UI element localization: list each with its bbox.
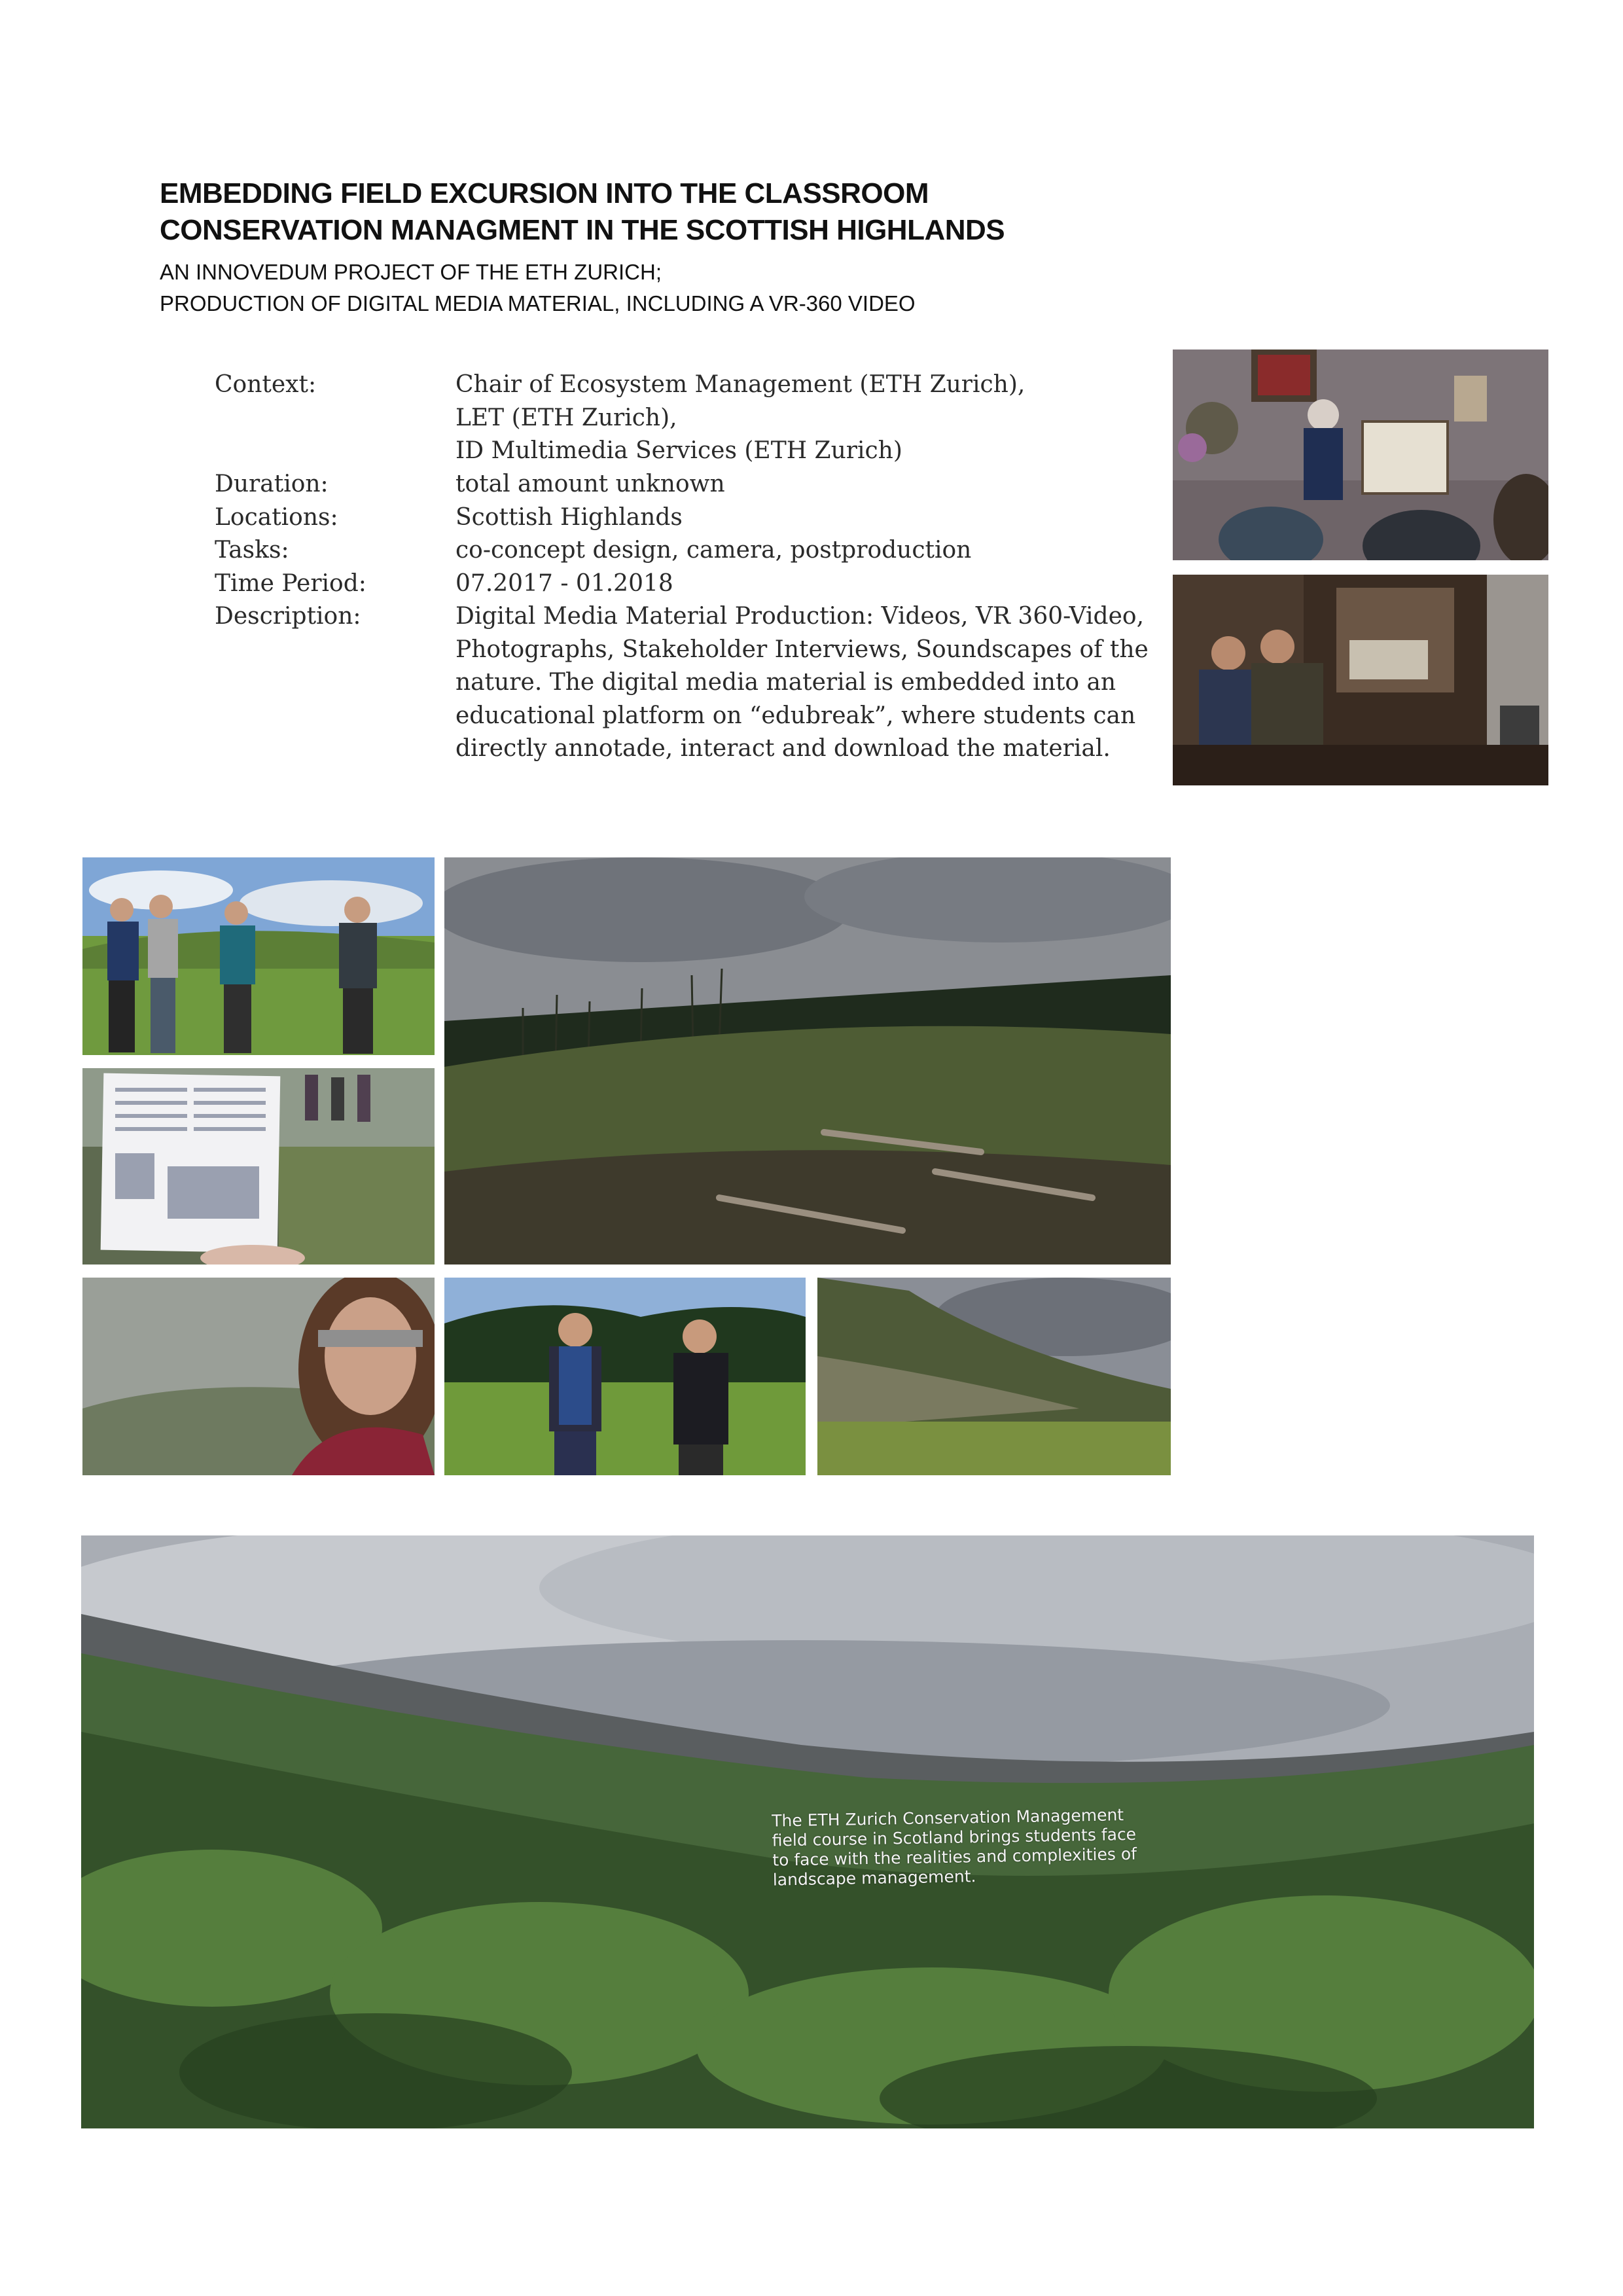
vr-overlay-caption bbox=[772, 1804, 1192, 1890]
description-line: Digital Media Material Production: Videos, VR 360-Video, bbox=[455, 603, 1145, 630]
duration-value: total amount unknown bbox=[455, 471, 725, 497]
vr-overlay-line: The ETH Zurich Conservation Management bbox=[772, 1805, 1124, 1831]
tasks-value: co-concept design, camera, postproduction bbox=[455, 537, 972, 564]
detail-context bbox=[215, 368, 1131, 473]
description-line: educational platform on “edubreak”, where students can bbox=[455, 702, 1136, 729]
description-line: Photographs, Stakeholder Interviews, Soundscapes of the bbox=[455, 636, 1149, 663]
context-label: Context: bbox=[215, 371, 317, 398]
period-value: 07.2017 - 01.2018 bbox=[455, 570, 673, 597]
context-value bbox=[455, 368, 1130, 468]
subtitle-line-1: AN INNOVEDUM PROJECT OF THE ETH ZURICH; bbox=[160, 260, 662, 284]
photo-field-conversation bbox=[444, 1278, 806, 1475]
photo-clearcut-forest bbox=[444, 857, 1171, 1265]
photo-field-sheet bbox=[82, 1068, 435, 1265]
photo-students-field bbox=[82, 857, 435, 1055]
description-line: directly annotade, interact and download the material. bbox=[455, 735, 1111, 762]
locations-label: Locations: bbox=[215, 504, 338, 531]
subtitle-line-2: PRODUCTION OF DIGITAL MEDIA MATERIAL, INCLUDING A VR-360 VIDEO bbox=[160, 291, 916, 315]
context-line: LET (ETH Zurich), bbox=[455, 404, 677, 431]
photo-highland-valley bbox=[817, 1278, 1171, 1475]
description-value bbox=[455, 600, 1149, 766]
page-title bbox=[160, 175, 1338, 249]
page-subtitle bbox=[160, 257, 1272, 319]
detail-description bbox=[215, 600, 1149, 770]
context-line: Chair of Ecosystem Management (ETH Zurich), bbox=[455, 371, 1026, 398]
title-line-1: EMBEDDING FIELD EXCURSION INTO THE CLASSROOM bbox=[160, 177, 929, 209]
photo-presentation-room bbox=[1173, 350, 1548, 560]
locations-value: Scottish Highlands bbox=[455, 504, 683, 531]
vr-overlay-line: landscape management. bbox=[772, 1867, 976, 1890]
context-line: ID Multimedia Services (ETH Zurich) bbox=[455, 437, 902, 464]
vr-overlay-line: to face with the realities and complexities of bbox=[772, 1844, 1137, 1870]
vr-overlay-line: field course in Scotland brings students face bbox=[772, 1824, 1137, 1850]
duration-label: Duration: bbox=[215, 471, 329, 497]
description-label: Description: bbox=[215, 603, 361, 630]
photo-stakeholder-interview bbox=[1173, 575, 1548, 785]
tasks-label: Tasks: bbox=[215, 537, 289, 564]
period-label: Time Period: bbox=[215, 570, 366, 597]
description-line: nature. The digital media material is embedded into an bbox=[455, 669, 1116, 696]
photo-student-portrait bbox=[82, 1278, 435, 1475]
title-line-2: CONSERVATION MANAGMENT IN THE SCOTTISH HIGHLANDS bbox=[160, 214, 1005, 246]
